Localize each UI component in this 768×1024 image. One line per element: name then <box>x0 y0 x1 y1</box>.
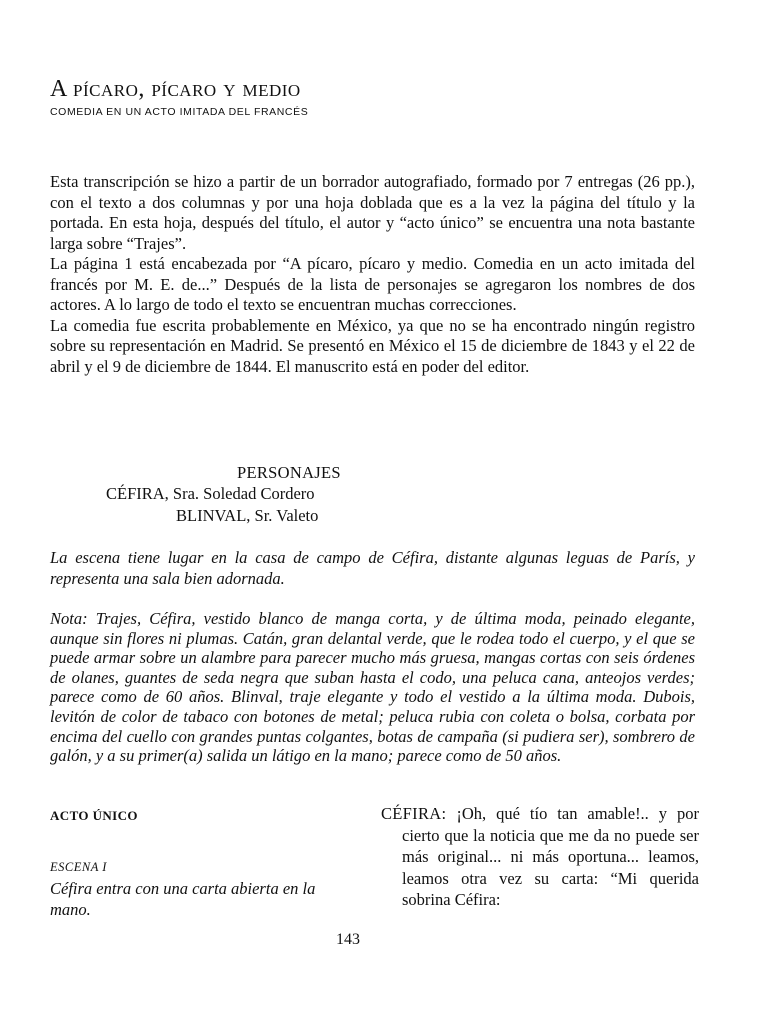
cast-entry: BLINVAL, Sr. Valeto <box>176 506 319 525</box>
speech-text: ¡Oh, qué tío tan amable!.. y por cierto que la noticia que me da no puede ser más original... ni más oportuna... leamos, leamos otra vez su carta: “Mi querida sobrina Céfira: <box>402 804 699 909</box>
intro-paragraph-2: La página 1 está encabezada por “A pícaro, pícaro y medio. Comedia en un acto imitada del francés por M. E. de...” Después de la lista de personajes se agregaron los nombres de dos actores. A lo largo de todo el texto se encuentran muchas correcciones. <box>50 254 695 314</box>
cast-heading: PERSONAJES <box>237 463 341 482</box>
costume-note: Nota: Trajes, Céfira, vestido blanco de manga corta, y de última moda, peinado elegante, aunque sin flores ni plumas. Catán, gran delantal verde, que le rodea todo el cuerpo, y el que se puede armar sobre un alambre para parecer mucho más gruesa, mangas cortas con seis órdenes de olanes, guantes de seda negra que suban hasta el codo, una peluca cana, anteojos verdes; parece como de 60 años. Blinval, traje elegante y todo el vestido a la última moda. Dubois, levitón de color de tabaco con botones de metal; peluca rubia con coleta o bolsa, corbata por encima del cuello con grandes puntas colgantes, botas de campaña (si pudiera ser), sombrero de galón, y a su primer(a) salida un látigo en la mano; parece como de 50 años. <box>50 609 695 766</box>
cast-entry: CÉFIRA, Sra. Soledad Cordero <box>106 484 315 503</box>
book-page <box>50 0 698 1024</box>
dialogue-line <box>381 803 699 911</box>
editorial-introduction <box>50 172 695 377</box>
page-number: 143 <box>336 931 360 948</box>
play-title: A pícaro, pícaro y medio <box>50 76 301 102</box>
play-subtitle: COMEDIA EN UN ACTO IMITADA DEL FRANCÉS <box>50 106 309 118</box>
act-heading: ACTO ÚNICO <box>50 808 138 823</box>
scene-setting: La escena tiene lugar en la casa de campo de Céfira, distante algunas leguas de París, y representa una sala bien adornada. <box>50 548 695 588</box>
scene-heading: ESCENA I <box>50 860 107 874</box>
intro-paragraph-1: Esta transcripción se hizo a partir de un borrador autografiado, formado por 7 entregas (26 pp.), con el texto a dos columnas y por una hoja doblada que es a la vez la página del título y la portada. En esta hoja, después del título, el autor y “acto único” se encuentra una nota bastante larga sobre “Trajes”. <box>50 172 695 253</box>
stage-direction: Céfira entra con una carta abierta en la mano. <box>50 879 316 919</box>
left-column <box>50 808 360 920</box>
speaker-name: CÉFIRA: <box>381 804 447 823</box>
intro-paragraph-3: La comedia fue escrita probablemente en México, ya que no se ha encontrado ningún registro sobre su representación en Madrid. Se presentó en México el 15 de diciembre de 1843 y el 22 de abril y el 9 de diciembre de 1844. El manuscrito está en poder del editor. <box>50 315 695 376</box>
